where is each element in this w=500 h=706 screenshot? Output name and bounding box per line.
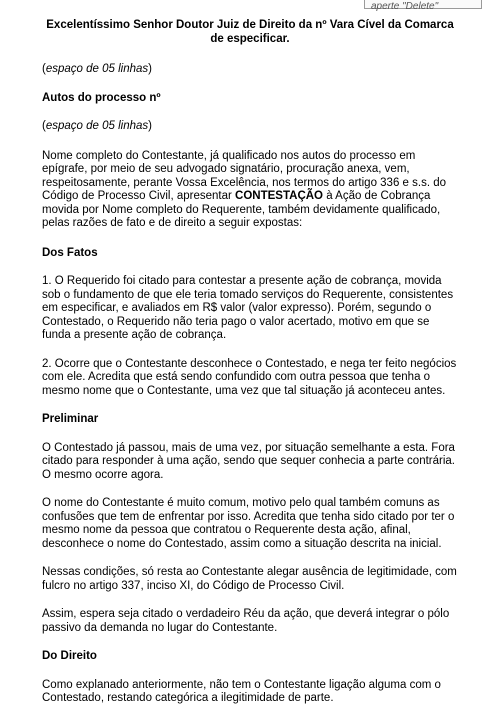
preliminary-paragraph-1: O Contestado já passou, mais de uma vez, por situação semelhante a esta. Fora citado para responder à uma ação, sendo que sequer conhecia a parte contrária. O mesmo ocorre agora.	[42, 441, 455, 481]
intro-bold-term: CONTESTAÇÃO	[235, 190, 323, 202]
intro-text-end: à Ação de Cobrança movida por Nome completo do Requerente, também devidamente qualificado, pelas razões de fato e de direito a seguir expostas:	[42, 190, 441, 229]
law-paragraph-1: Como explanado anteriormente, não tem o Contestante ligação alguma com o Contestado, restando categórica a ilegitimidade de parte.	[42, 678, 441, 704]
title-line-2: de especificar.	[210, 32, 290, 45]
intro-text-start: Nome completo do Contestante, já qualificado nos autos do processo em epígrafe, por meio de seu advogado signatário, procuração anexa, vem, respeitosamente, perante Vossa Excelência, nos termos do artigo 336 e s.s. do Código de Processo Civil, apresentar	[42, 149, 447, 202]
facts-heading: Dos Fatos	[42, 246, 98, 259]
case-heading: Autos do processo nº	[42, 91, 161, 104]
document-body	[42, 19, 458, 706]
preliminary-heading: Preliminar	[42, 413, 99, 425]
intro-paragraph	[42, 150, 458, 231]
preliminary-paragraph-4: Assim, espera seja citado o verdadeiro Réu da ação, que deverá integrar o pólo passivo da demanda no lugar do Contestante.	[42, 608, 450, 634]
title-line-1: Excelentíssimo Senhor Doutor Juiz de Direito da nº Vara Cível da Comarca	[46, 19, 454, 31]
facts-paragraph-1: 1. O Requerido foi citado para contestar a presente ação de cobrança, movida sob o fundamento de que ele teria tomado serviços do Requerente, consistentes em especificar, e avaliados em R$ valor (valor expresso). Porém, segundo o Contestado, o Requerido não teria pago o valor acertado, motivo em que se funda a presente ação de cobrança.	[42, 275, 454, 341]
preliminary-paragraph-2: O nome do Contestante é muito comum, motivo pelo qual também comuns as confusões que tem de enfrentar por isso. Acredita que tenha sido citado por ter o mesmo nome da pessoa que contratou o Requerente desta ação, afinal, desconhece o nome do Contestado, assim como a situação descrita na inicial.	[42, 497, 455, 550]
preliminary-paragraph-3: Nessas condições, só resta ao Contestante alegar ausência de legitimidade, com fulcro no artigo 337, inciso XI, do Código de Processo Civil.	[42, 566, 457, 592]
delete-hint-box: aperte "Delete"	[364, 0, 482, 9]
document-title	[42, 19, 458, 46]
facts-paragraph-2: 2. Ocorre que o Contestante desconhece o Contestado, e nega ter feito negócios com ele. Acredita que está sendo confundido com outra pessoa que tenha o mesmo nome que o Contestante, uma vez que tal situação já aconteceu antes.	[42, 357, 457, 397]
space-note-2: (espaço de 05 linhas)	[42, 120, 152, 132]
law-heading: Do Direito	[42, 650, 97, 662]
space-note-2-text: espaço de 05 linhas	[45, 120, 149, 132]
space-note-1: (espaço de 05 linhas)	[42, 63, 152, 75]
space-note-1-text: espaço de 05 linhas	[45, 63, 149, 75]
